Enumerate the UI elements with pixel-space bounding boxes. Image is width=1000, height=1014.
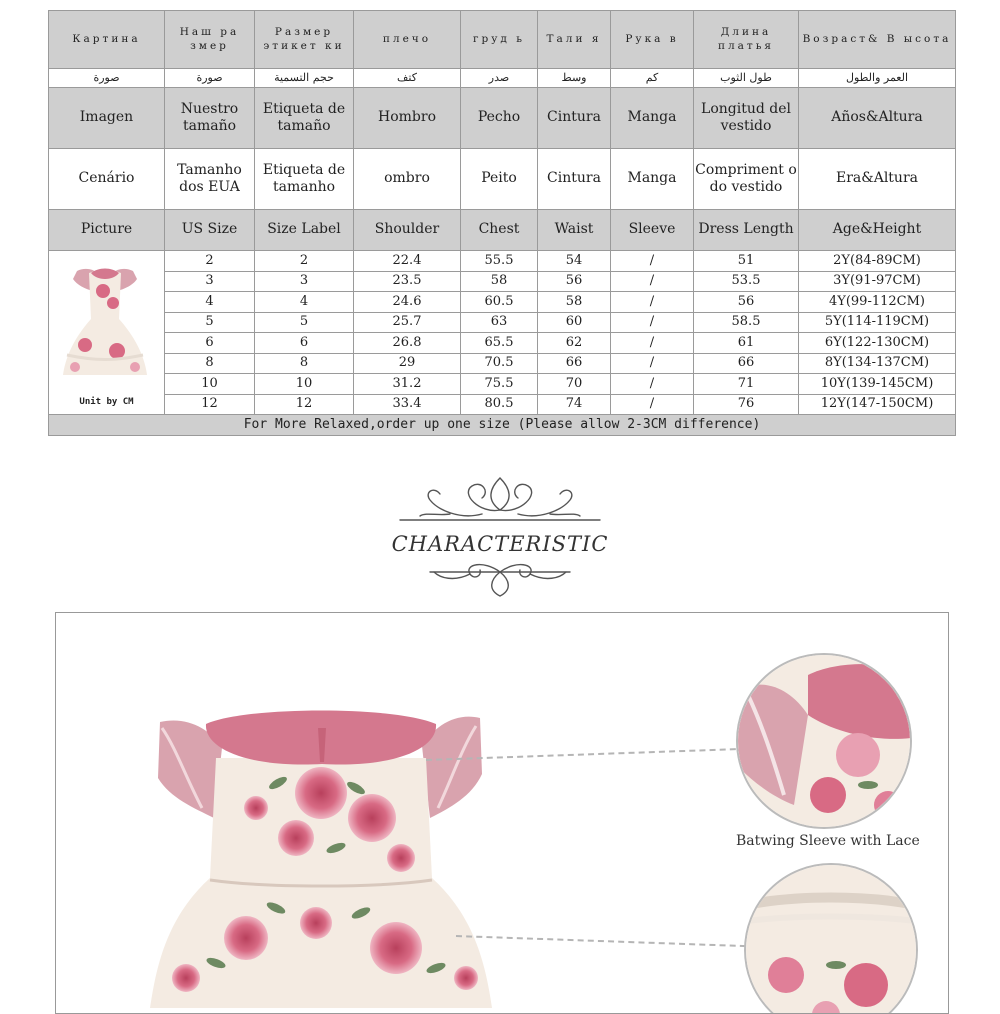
- size-cell: 6: [255, 333, 354, 354]
- size-cell: 10: [165, 374, 255, 395]
- size-cell: 58.5: [694, 312, 799, 333]
- size-cell: 2: [165, 251, 255, 272]
- header-cell: груд ь: [461, 11, 538, 69]
- size-cell: 58: [538, 292, 611, 313]
- header-cell: Manga: [611, 149, 694, 210]
- size-row: [49, 312, 956, 333]
- header-cell: Age&Height: [799, 210, 956, 251]
- header-cell: صورة: [49, 69, 165, 88]
- header-cell: плечо: [354, 11, 461, 69]
- dress-thumbnail-image: [55, 263, 155, 383]
- size-cell: 10Y(139-145CM): [799, 374, 956, 395]
- size-cell: /: [611, 292, 694, 313]
- size-cell: 65.5: [461, 333, 538, 354]
- size-cell: 5: [255, 312, 354, 333]
- header-cell: العمر والطول: [799, 69, 956, 88]
- header-cell: Compriment o do vestido: [694, 149, 799, 210]
- header-cell: Pecho: [461, 88, 538, 149]
- header-cell: Manga: [611, 88, 694, 149]
- size-cell: 3Y(91-97CM): [799, 271, 956, 292]
- header-cell: حجم التسمية: [255, 69, 354, 88]
- size-cell: 2Y(84-89CM): [799, 251, 956, 272]
- size-cell: 74: [538, 394, 611, 415]
- header-cell: Imagen: [49, 88, 165, 149]
- header-cell: كم: [611, 69, 694, 88]
- header-cell: Longitud del vestido: [694, 88, 799, 149]
- header-cell: Etiqueta de tamaño: [255, 88, 354, 149]
- size-cell: 4: [255, 292, 354, 313]
- header-cell: طول الثوب: [694, 69, 799, 88]
- size-cell: /: [611, 333, 694, 354]
- header-cell: Peito: [461, 149, 538, 210]
- size-cell: 56: [538, 271, 611, 292]
- size-cell: 10: [255, 374, 354, 395]
- header-cell: Shoulder: [354, 210, 461, 251]
- size-cell: 71: [694, 374, 799, 395]
- size-cell: /: [611, 394, 694, 415]
- size-cell: 25.7: [354, 312, 461, 333]
- size-cell: 31.2: [354, 374, 461, 395]
- size-cell: 2: [255, 251, 354, 272]
- header-cell: Размер этикет ки: [255, 11, 354, 69]
- size-cell: 24.6: [354, 292, 461, 313]
- header-cell: Nuestro tamaño: [165, 88, 255, 149]
- characteristic-title: CHARACTERISTIC: [391, 532, 609, 556]
- size-cell: 60: [538, 312, 611, 333]
- size-cell: /: [611, 271, 694, 292]
- header-cell: Sleeve: [611, 210, 694, 251]
- size-cell: 53.5: [694, 271, 799, 292]
- header-cell: Etiqueta de tamanho: [255, 149, 354, 210]
- footer-note: For More Relaxed,order up one size (Please allow 2-3CM difference): [49, 415, 956, 436]
- size-row: [49, 292, 956, 313]
- size-cell: 12Y(147-150CM): [799, 394, 956, 415]
- header-cell: صدر: [461, 69, 538, 88]
- size-cell: 54: [538, 251, 611, 272]
- size-cell: 8: [255, 353, 354, 374]
- flourish-ornament-bottom: [390, 556, 610, 602]
- header-cell: Cintura: [538, 88, 611, 149]
- size-cell: 56: [694, 292, 799, 313]
- size-cell: 4Y(99-112CM): [799, 292, 956, 313]
- size-cell: 66: [538, 353, 611, 374]
- flourish-ornament-top: [390, 470, 610, 524]
- header-cell: Años&Altura: [799, 88, 956, 149]
- size-cell: 75.5: [461, 374, 538, 395]
- size-cell: 70.5: [461, 353, 538, 374]
- footer-note-row: [49, 415, 956, 436]
- size-cell: 80.5: [461, 394, 538, 415]
- size-cell: 61: [694, 333, 799, 354]
- header-cell: Возраст& В ысота: [799, 11, 956, 69]
- size-cell: 12: [255, 394, 354, 415]
- size-cell: 22.4: [354, 251, 461, 272]
- size-row: [49, 271, 956, 292]
- header-cell: Dress Length: [694, 210, 799, 251]
- skirt-detail-circle: [744, 863, 918, 1014]
- header-cell: Chest: [461, 210, 538, 251]
- size-row: [49, 251, 956, 272]
- callout-line-skirt: [456, 935, 746, 947]
- size-cell: 4: [165, 292, 255, 313]
- size-cell: 63: [461, 312, 538, 333]
- header-row-english: [49, 210, 956, 251]
- unit-label: Unit by CM: [79, 396, 134, 407]
- size-row: [49, 333, 956, 354]
- header-cell: Cenário: [49, 149, 165, 210]
- size-cell: 33.4: [354, 394, 461, 415]
- size-cell: 12: [165, 394, 255, 415]
- size-cell: /: [611, 374, 694, 395]
- size-cell: 29: [354, 353, 461, 374]
- header-row-arabic: [49, 69, 956, 88]
- header-cell: Size Label: [255, 210, 354, 251]
- header-cell: كتف: [354, 69, 461, 88]
- header-cell: Era&Altura: [799, 149, 956, 210]
- size-cell: /: [611, 251, 694, 272]
- size-cell: 58: [461, 271, 538, 292]
- size-row: [49, 374, 956, 395]
- size-cell: 8: [165, 353, 255, 374]
- header-row-spanish: [49, 88, 956, 149]
- size-cell: 66: [694, 353, 799, 374]
- size-cell: 26.8: [354, 333, 461, 354]
- size-cell: 3: [165, 271, 255, 292]
- header-cell: Picture: [49, 210, 165, 251]
- size-chart-table: [48, 10, 956, 436]
- sleeve-detail-label: Batwing Sleeve with Lace: [736, 833, 920, 849]
- header-cell: Наш ра змер: [165, 11, 255, 69]
- header-cell: ombro: [354, 149, 461, 210]
- header-cell: Cintura: [538, 149, 611, 210]
- size-cell: 5: [165, 312, 255, 333]
- size-cell: 5Y(114-119CM): [799, 312, 956, 333]
- header-cell: Длина платья: [694, 11, 799, 69]
- size-row: [49, 353, 956, 374]
- sleeve-detail-circle: [736, 653, 912, 829]
- size-cell: 23.5: [354, 271, 461, 292]
- characteristic-section: [0, 460, 1000, 610]
- size-cell: 76: [694, 394, 799, 415]
- size-cell: 3: [255, 271, 354, 292]
- size-cell: 70: [538, 374, 611, 395]
- header-cell: Tamanho dos EUA: [165, 149, 255, 210]
- header-cell: Тали я: [538, 11, 611, 69]
- header-cell: Hombro: [354, 88, 461, 149]
- header-cell: US Size: [165, 210, 255, 251]
- header-cell: صورة: [165, 69, 255, 88]
- product-thumbnail-cell: [49, 251, 165, 415]
- size-cell: 51: [694, 251, 799, 272]
- header-row-portuguese: [49, 149, 956, 210]
- dress-front-image: [146, 708, 496, 1008]
- size-cell: /: [611, 312, 694, 333]
- size-cell: 60.5: [461, 292, 538, 313]
- size-row: [49, 394, 956, 415]
- size-cell: /: [611, 353, 694, 374]
- header-cell: Waist: [538, 210, 611, 251]
- header-cell: Картина: [49, 11, 165, 69]
- size-cell: 55.5: [461, 251, 538, 272]
- header-cell: Рука в: [611, 11, 694, 69]
- header-cell: وسط: [538, 69, 611, 88]
- header-row-russian: [49, 11, 956, 69]
- product-detail-panel: [55, 612, 949, 1014]
- size-cell: 8Y(134-137CM): [799, 353, 956, 374]
- size-cell: 62: [538, 333, 611, 354]
- size-cell: 6Y(122-130CM): [799, 333, 956, 354]
- size-cell: 6: [165, 333, 255, 354]
